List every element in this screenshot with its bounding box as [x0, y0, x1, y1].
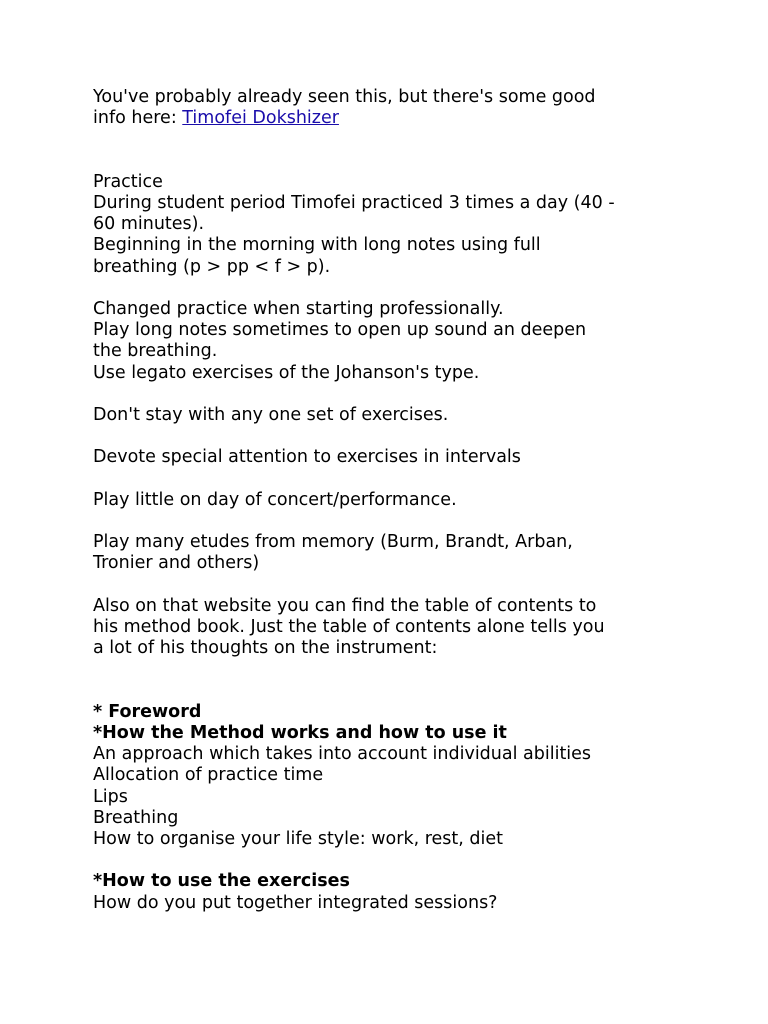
practice-line: During student period Timofei practiced 3 times a day (40 -	[93, 193, 615, 213]
document-page	[93, 87, 733, 914]
practice-line: 60 minutes).	[93, 214, 205, 235]
changed-line: Changed practice when starting professionally.	[93, 299, 504, 319]
spacer	[93, 129, 733, 171]
practice-line: Beginning in the morning with long notes using full	[93, 235, 541, 256]
tip-line: Play little on day of concert/performance.	[93, 489, 457, 510]
intro-prefix: info here:	[93, 108, 183, 129]
spacer	[93, 469, 733, 490]
toc-method-item: How to organise your life style: work, rest, diet	[93, 828, 504, 849]
toc-method-item: Breathing	[93, 807, 179, 828]
spacer	[93, 575, 733, 596]
toc-exercises-item: How do you put together integrated sessions?	[93, 892, 498, 913]
etudes-line: Tronier and others)	[93, 553, 260, 574]
practice-heading: Practice	[93, 171, 163, 192]
tip-line: Devote special attention to exercises in intervals	[93, 447, 521, 468]
changed-line: Play long notes sometimes to open up sound an deepen	[93, 320, 587, 341]
changed-line: the breathing.	[93, 341, 218, 362]
website-line: his method book. Just the table of contents alone tells you	[93, 616, 605, 637]
intro-line-1: You've probably already seen this, but there's some good	[93, 87, 596, 107]
etudes-line: Play many etudes from memory (Burm, Brandt, Arban,	[93, 532, 573, 553]
toc-exercises-heading: *How to use the exercises	[93, 871, 350, 892]
spacer	[93, 511, 733, 532]
intro-line-2	[93, 108, 733, 129]
spacer	[93, 850, 733, 871]
spacer	[93, 278, 733, 299]
tip-line: Don't stay with any one set of exercises.	[93, 405, 449, 425]
toc-method-item: Allocation of practice time	[93, 765, 324, 786]
website-line: a lot of his thoughts on the instrument:	[93, 638, 438, 659]
toc-method-heading: *How the Method works and how to use it	[93, 722, 507, 743]
practice-line: breathing (p > pp < f > p).	[93, 256, 331, 277]
toc-method-item: An approach which takes into account individual abilities	[93, 744, 592, 765]
website-line: Also on that website you can find the table of contents to	[93, 595, 597, 616]
spacer	[93, 659, 733, 701]
toc-foreword: * Foreword	[93, 701, 202, 722]
spacer	[93, 384, 733, 405]
toc-method-item: Lips	[93, 786, 128, 807]
changed-line: Use legato exercises of the Johanson's type.	[93, 362, 480, 383]
timofei-dokshizer-link[interactable]: Timofei Dokshizer	[182, 108, 339, 129]
spacer	[93, 426, 733, 447]
